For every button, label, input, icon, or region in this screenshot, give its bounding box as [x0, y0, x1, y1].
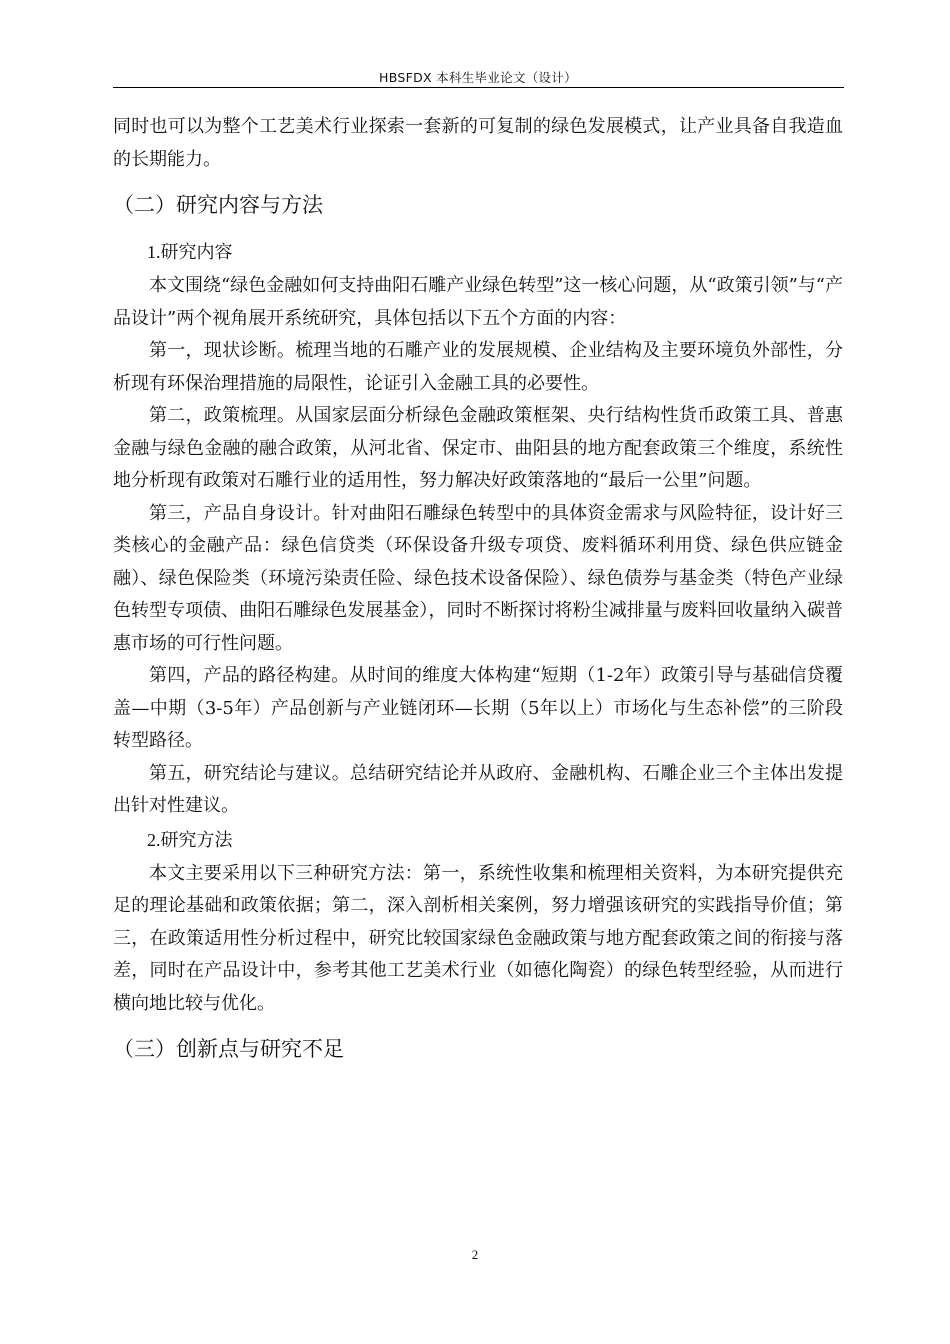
subsection-title: 研究方法 — [160, 829, 233, 851]
subsection-heading-research-content — [113, 235, 843, 270]
research-content-item-3: 第三，产品自身设计。针对曲阳石雕绿色转型中的具体资金需求与风险特征，设计好三类核心的金融产品：绿色信贷类（环保设备升级专项贷、废料循环利用贷、绿色供应链金融）、绿色保险类（环境污染责任险、绿色技术设备保险）、绿色债券与基金类（特色产业绿色转型专项债、曲阳石雕绿色发展基金），同时不断探讨将粉尘减排量与废料回收量纳入碳普惠市场的可行性问题。 — [113, 502, 843, 654]
section-heading-research-content-methods: （二）研究内容与方法 — [113, 193, 323, 217]
research-content-item-5: 第五，研究结论与建议。总结研究结论并从政府、金融机构、石雕企业三个主体出发提出针对性建议。 — [113, 762, 843, 816]
section-heading-innovation-limitations: （三）创新点与研究不足 — [113, 1037, 344, 1061]
research-content-item-2: 第二，政策梳理。从国家层面分析绿色金融政策框架、央行结构性货币政策工具、普惠金融与绿色金融的融合政策，从河北省、保定市、曲阳县的地方配套政策三个维度，系统性地分析现有政策对石雕行业的适用性，努力解决好政策落地的“最后一公里”问题。 — [113, 405, 843, 491]
intro-continuation-paragraph: 同时也可以为整个工艺美术行业探索一套新的可复制的绿色发展模式，让产业具备自我造血的长期能力。 — [113, 116, 843, 170]
header-divider — [113, 87, 844, 88]
research-methods-paragraph: 本文主要采用以下三种研究方法：第一，系统性收集和梳理相关资料，为本研究提供充足的理论基础和政策依据；第二，深入剖析相关案例，努力增强该研究的实践指导价值；第三，在政策适用性分析过程中，研究比较国家绿色金融政策与地方配套政策之间的衔接与落差，同时在产品设计中，参考其他工艺美术行业（如德化陶瓷）的绿色转型经验，从而进行横向地比较与优化。 — [113, 862, 843, 1014]
subsection-number: 2. — [147, 829, 161, 850]
subsection-heading-research-methods — [113, 823, 843, 858]
running-header: HBSFDX 本科生毕业论文（设计） — [379, 70, 577, 85]
page-number: 2 — [471, 1247, 479, 1262]
research-content-item-4: 第四，产品的路径构建。从时间的维度大体构建“短期（1-2年）政策引导与基础信贷覆盖—中期（3-5年）产品创新与产业链闭环—长期（5年以上）市场化与生态补偿”的三阶段转型路径。 — [113, 665, 843, 751]
research-content-intro-paragraph: 本文围绕“绿色金融如何支持曲阳石雕产业绿色转型”这一核心问题，从“政策引领”与“产品设计”两个视角展开系统研究，具体包括以下五个方面的内容： — [113, 275, 844, 329]
page-body — [113, 111, 843, 1079]
subsection-number: 1. — [147, 242, 161, 262]
research-content-item-1: 第一，现状诊断。梳理当地的石雕产业的发展规模、企业结构及主要环境负外部性，分析现有环保治理措施的局限性，论证引入金融工具的必要性。 — [113, 340, 843, 394]
subsection-title: 研究内容 — [160, 242, 233, 263]
